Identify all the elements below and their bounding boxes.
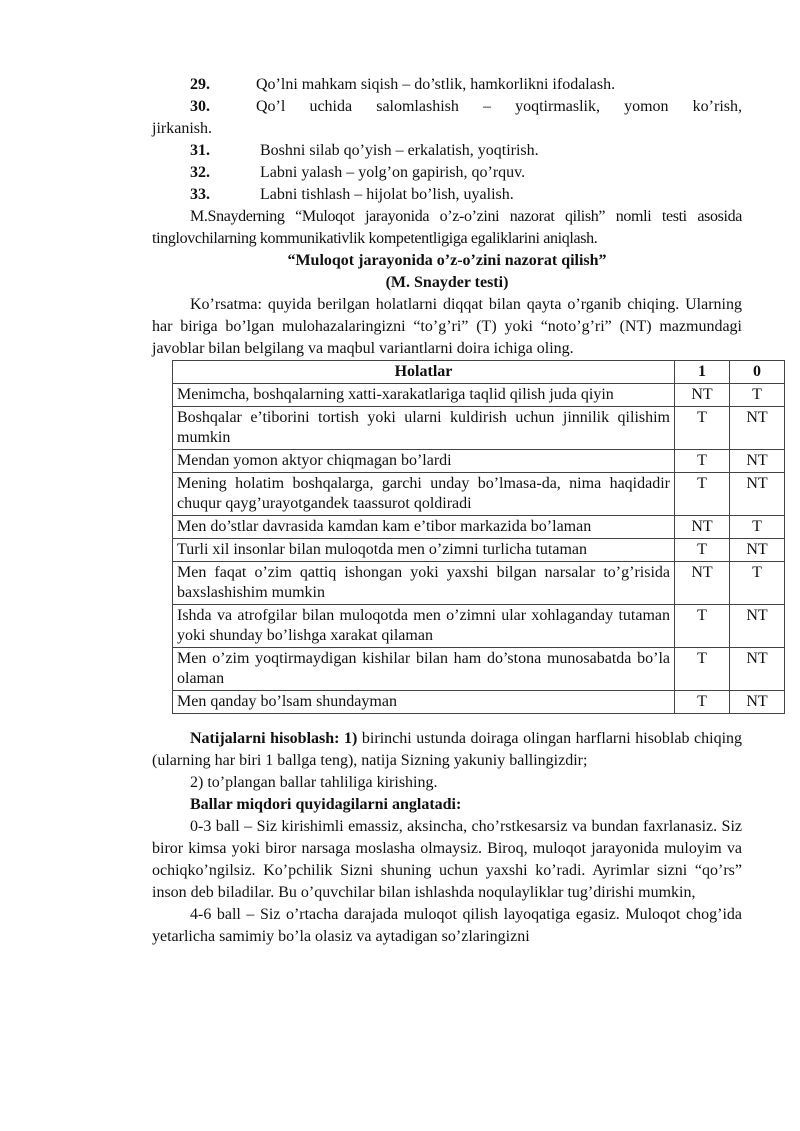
test-title: “Muloqot jarayonida o’z-o’zini nazorat qilish” — [287, 252, 607, 269]
answer-1-cell: T — [675, 648, 730, 691]
statement-cell: Boshqalar e’tiborini tortish yoki ularni kuldirish uchun jinnilik qilishim mumkin — [173, 407, 675, 450]
list-item — [152, 74, 742, 96]
answer-1-cell: T — [675, 407, 730, 450]
answer-0-cell: NT — [730, 473, 785, 516]
answer-1-cell: NT — [675, 562, 730, 605]
test-subtitle: (M. Snayder testi) — [385, 274, 509, 291]
table-row — [173, 516, 785, 539]
intro-paragraph: M.Snayderning “Muloqot jarayonida o’z-o’zini nazorat qilish” nomli testi asosida tinglovchilarning kommunikativlik kompetentligiga egaliklarini aniqlash. — [152, 208, 742, 247]
answer-1-cell: NT — [675, 516, 730, 539]
item-text: Labni tishlash – hijolat bo’lish, uyalish. — [260, 186, 514, 203]
answer-0-cell: NT — [730, 407, 785, 450]
table-row — [173, 450, 785, 473]
list-item — [152, 162, 742, 184]
results-paragraph — [152, 728, 742, 772]
item-number: 29. — [190, 76, 210, 93]
meaning-label: Ballar miqdori quyidagilarni anglatadi: — [190, 796, 462, 813]
table-row — [173, 384, 785, 407]
answer-0-cell: NT — [730, 691, 785, 714]
item-text: Boshni silab qo’yish – erkalatish, yoqtirish. — [260, 142, 539, 159]
answer-1-cell: T — [675, 691, 730, 714]
answer-1-cell: T — [675, 539, 730, 562]
statement-cell: Men o’zim yoqtirmaydigan kishilar bilan ham do’stona munosabatda bo’la olaman — [173, 648, 675, 691]
header-holatlar: Holatlar — [173, 361, 675, 384]
item-number: 33. — [190, 186, 210, 203]
answer-0-cell: NT — [730, 450, 785, 473]
test-table — [172, 360, 785, 714]
table-header-row — [173, 361, 785, 384]
statement-cell: Men faqat o’zim qattiq ishongan yoki yaxshi bilgan narsalar to’g’risida baxslashishim mumkin — [173, 562, 675, 605]
table-row — [173, 539, 785, 562]
header-col-1: 1 — [675, 361, 730, 384]
answer-0-cell: T — [730, 562, 785, 605]
list-item — [152, 140, 742, 162]
statement-cell: Men qanday bo’lsam shundayman — [173, 691, 675, 714]
answer-1-cell: T — [675, 450, 730, 473]
item-text: Qo’l uchida salomlashish – yoqtirmaslik, yomon ko’rish, — [256, 98, 742, 115]
score-4-6-paragraph: 4-6 ball – Siz o’rtacha darajada muloqot qilish layoqatiga egasiz. Muloqot chog’ida yetarlicha samimiy bo’la olasiz va aytadigan so’zlaringizni — [152, 906, 742, 945]
item-text: Qo’lni mahkam siqish – do’stlik, hamkorlikni ifodalash. — [256, 76, 616, 93]
instruction-paragraph: Ko’rsatma: quyida berilgan holatlarni diqqat bilan qayta o’rganib chiqing. Ularning har biriga bo’lgan mulohazalaringizni “to’g’ri” (T) yoki “noto’g’ri” (NT) mazmundagi javoblar bilan belgilang va maqbul variantlarni doira ichiga oling. — [152, 296, 742, 357]
document-page — [152, 74, 768, 948]
answer-0-cell: T — [730, 516, 785, 539]
statement-cell: Menimcha, boshqalarning xatti-xarakatlariga taqlid qilish juda qiyin — [173, 384, 675, 407]
statement-cell: Turli xil insonlar bilan muloqotda men o’zimni turlicha tutaman — [173, 539, 675, 562]
score-0-3-paragraph: 0-3 ball – Siz kirishimli emassiz, aksincha, cho’rstkesarsiz va bundan faxrlanasiz. Siz biror kimsa yoki biror narsaga moslasha olmaysiz. Biroq, muloqot jarayonida muloyim va ochiqko’ngilsiz. Ko’pchilik Sizni shuning uchun yaxshi ko’radi. Ayrimlar sizni “qo’rs” inson deb biladilar. Bu o’quvchilar bilan ishlashda noqulayliklar tug’dirishi mumkin, — [152, 818, 742, 901]
statement-cell: Mendan yomon aktyor chiqmagan bo’lardi — [173, 450, 675, 473]
results-step-2: 2) to’plangan ballar tahliliga kirishing. — [190, 774, 438, 791]
statement-cell: Men do’stlar davrasida kamdan kam e’tibor markazida bo’laman — [173, 516, 675, 539]
answer-1-cell: T — [675, 473, 730, 516]
table-row — [173, 407, 785, 450]
table-row — [173, 562, 785, 605]
item-text: Labni yalash – yolg’on gapirish, qo’rquv. — [260, 164, 526, 181]
results-step-1-text: birinchi ustunda doiraga olingan harflarni hisoblab chiqing (ularning har biri 1 ballga teng), natija Sizning yakuniy ballingizdir; — [152, 730, 743, 769]
list-item — [152, 184, 742, 206]
list-item — [152, 96, 742, 118]
answer-1-cell: NT — [675, 384, 730, 407]
item-text-continued: jirkanish. — [152, 120, 212, 137]
statement-cell: Ishda va atrofgilar bilan muloqotda men o’zimni ular xohlaganday tutaman yoki shunday bo’lishga xarakat qilaman — [173, 605, 675, 648]
answer-1-cell: T — [675, 605, 730, 648]
answer-0-cell: NT — [730, 605, 785, 648]
statement-cell: Mening holatim boshqalarga, garchi unday bo’lmasa-da, nima haqidadir chuqur qayg’urayotgandek taassurot qoldiradi — [173, 473, 675, 516]
answer-0-cell: T — [730, 384, 785, 407]
item-number: 31. — [190, 142, 210, 159]
answer-0-cell: NT — [730, 539, 785, 562]
item-number: 30. — [190, 98, 210, 115]
item-number: 32. — [190, 164, 210, 181]
results-label: Natijalarni hisoblash: — [190, 730, 340, 747]
answer-0-cell: NT — [730, 648, 785, 691]
table-row — [173, 691, 785, 714]
results-step-1-number: 1) — [344, 730, 358, 747]
table-row — [173, 473, 785, 516]
table-row — [173, 605, 785, 648]
table-row — [173, 648, 785, 691]
header-col-0: 0 — [730, 361, 785, 384]
